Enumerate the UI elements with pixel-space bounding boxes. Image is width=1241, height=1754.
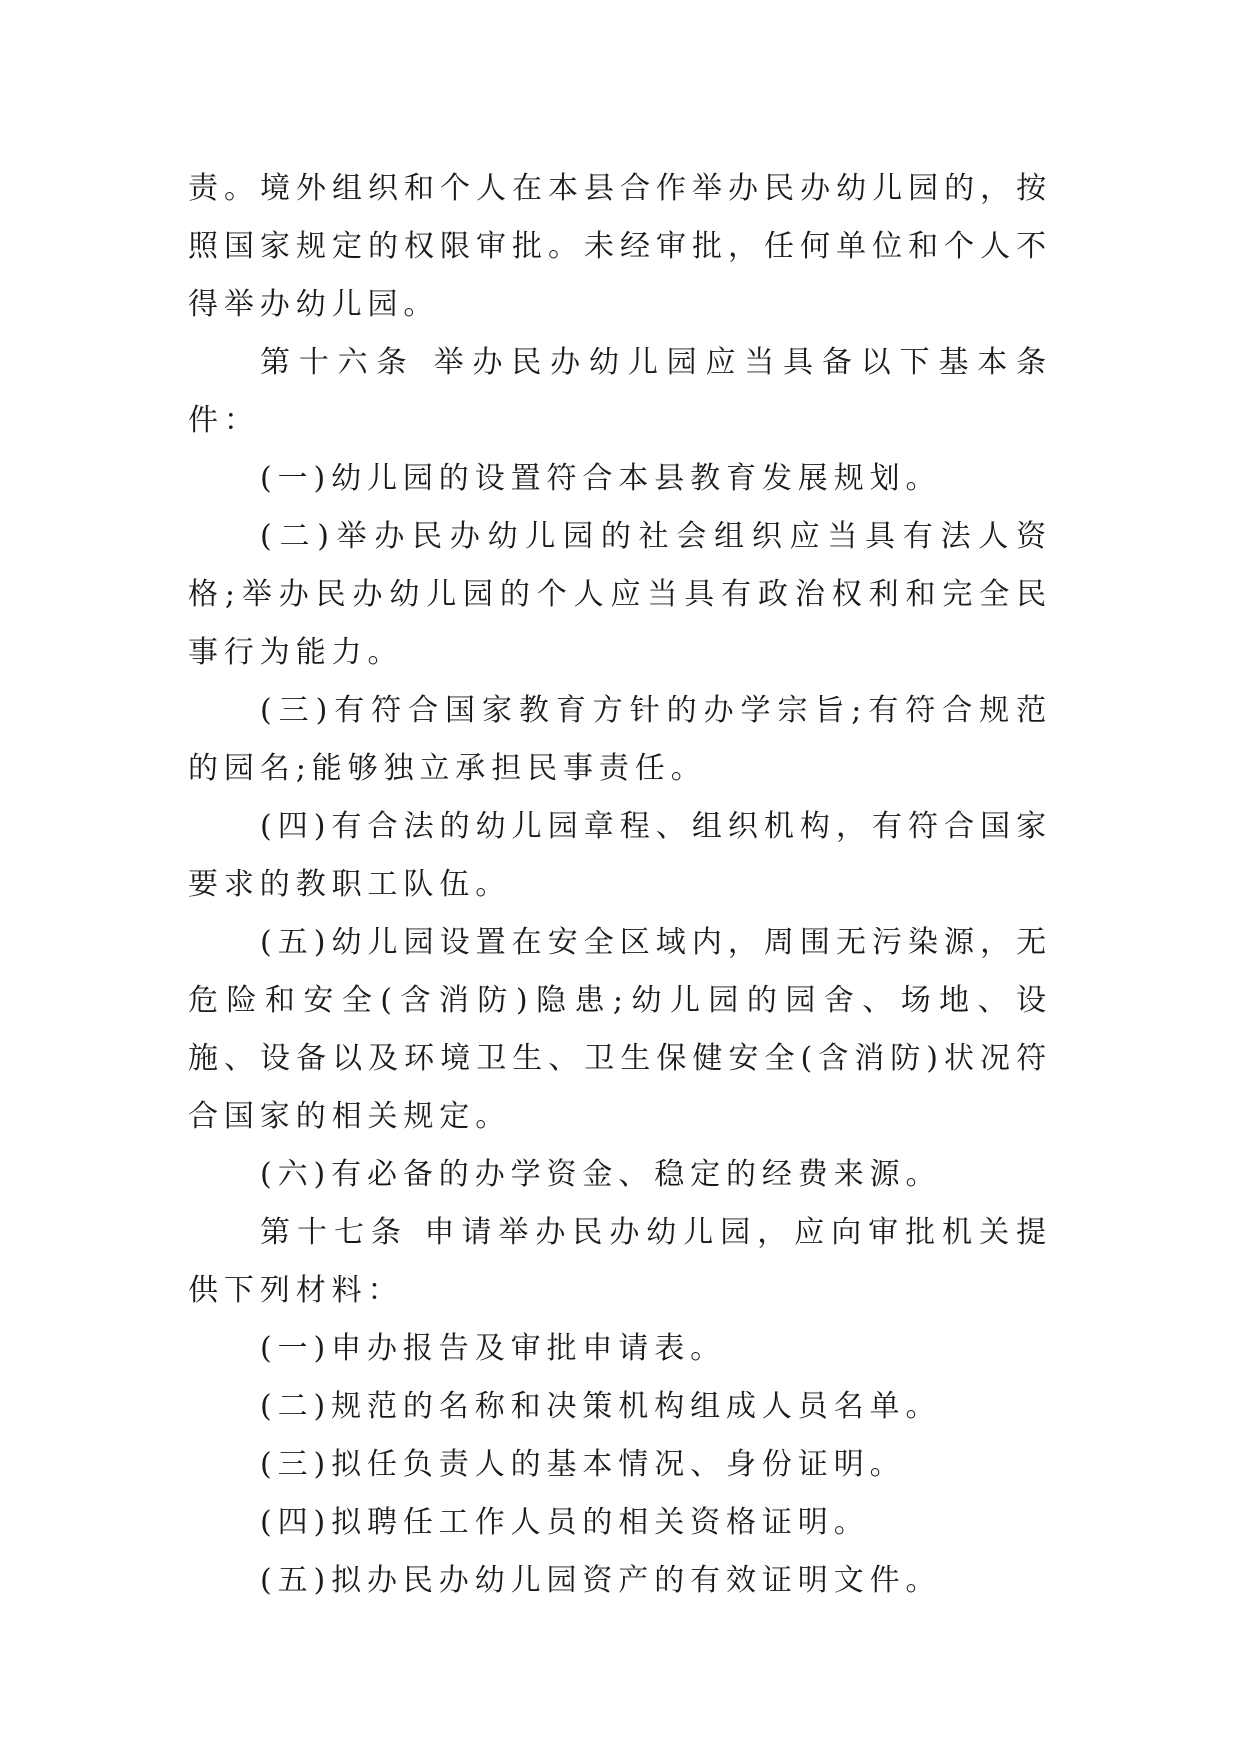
article-16-heading: 第十六条 举办民办幼儿园应当具备以下基本条件： (188, 345, 1052, 438)
article-17-item-2: (二)规范的名称和决策机构组成人员名单。 (260, 1389, 942, 1424)
article-17-item-5: (五)拟办民办幼儿园资产的有效证明文件。 (260, 1563, 942, 1598)
document-body (188, 160, 1052, 1610)
article-16-item-4: (四)有合法的幼儿园章程、组织机构，有符合国家要求的教职工队伍。 (188, 809, 1052, 902)
article-16-item-1: (一)幼儿园的设置符合本县教育发展规划。 (260, 461, 942, 496)
article-16-item-3: (三)有符合国家教育方针的办学宗旨;有符合规范的园名;能够独立承担民事责任。 (188, 693, 1052, 786)
article-16-item-2: (二)举办民办幼儿园的社会组织应当具有法人资格;举办民办幼儿园的个人应当具有政治权利和完全民事行为能力。 (188, 519, 1052, 670)
article-17-heading: 第十七条 申请举办民办幼儿园，应向审批机关提供下列材料： (188, 1215, 1052, 1308)
article-16-item-5: (五)幼儿园设置在安全区域内，周围无污染源，无危险和安全(含消防)隐患;幼儿园的园舍、场地、设施、设备以及环境卫生、卫生保健安全(含消防)状况符合国家的相关规定。 (188, 925, 1052, 1134)
paragraph-continuation: 责。境外组织和个人在本县合作举办民办幼儿园的，按照国家规定的权限审批。未经审批，任何单位和个人不得举办幼儿园。 (188, 171, 1052, 322)
article-17-item-3: (三)拟任负责人的基本情况、身份证明。 (260, 1447, 906, 1482)
article-16-item-6: (六)有必备的办学资金、稳定的经费来源。 (260, 1157, 942, 1192)
article-17-item-4: (四)拟聘任工作人员的相关资格证明。 (260, 1505, 870, 1540)
article-17-item-1: (一)申办报告及审批申请表。 (260, 1331, 727, 1366)
